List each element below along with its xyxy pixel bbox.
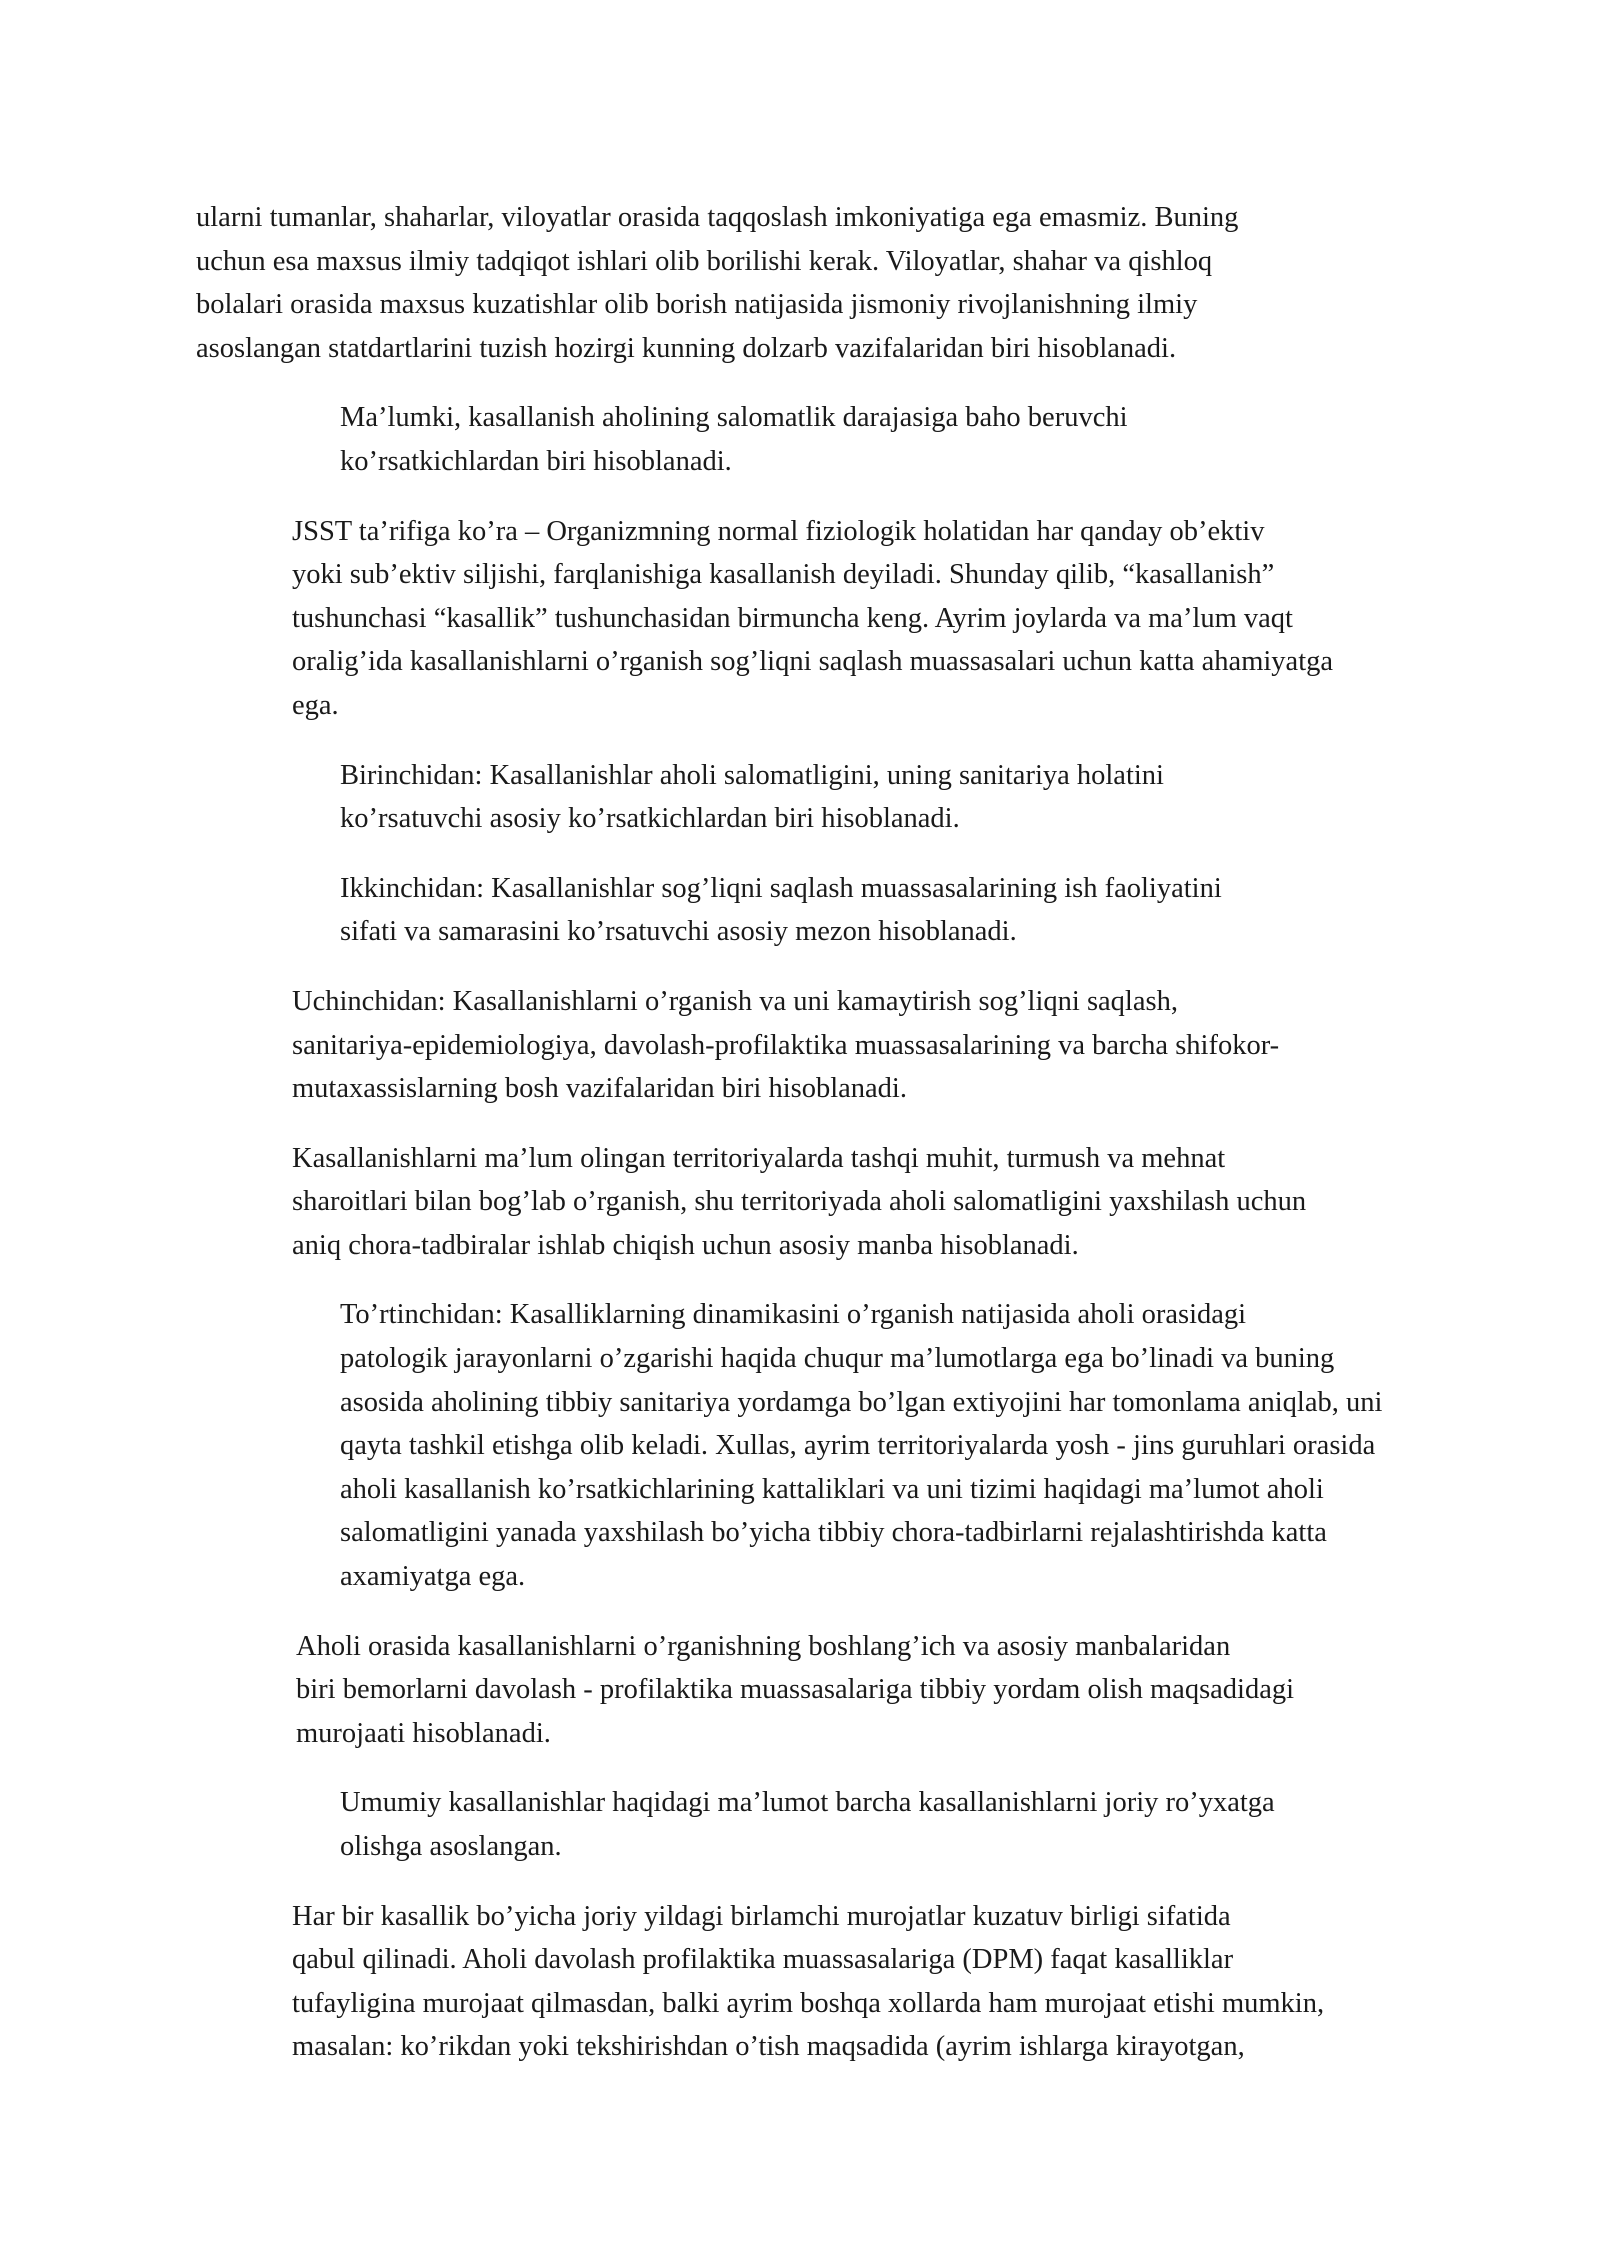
- paragraph-line: tushunchasi “kasallik” tushunchasidan birmuncha keng. Ayrim joylarda va ma’lum vaqt: [292, 602, 1293, 634]
- paragraph: [196, 754, 1414, 841]
- paragraph-line: aniq chora-tadbiralar ishlab chiqish uchun asosiy manba hisoblanadi.: [292, 1229, 1079, 1261]
- paragraph-line: JSST ta’rifiga ko’ra – Organizmning normal fiziologik holatidan har qanday ob’ektiv: [292, 515, 1265, 547]
- paragraph: [196, 196, 1414, 370]
- paragraph: [196, 1895, 1414, 2069]
- paragraph-line: salomatligini yanada yaxshilash bo’yicha tibbiy chora-tadbirlarni rejalashtirishda katta: [340, 1517, 1327, 1549]
- paragraph-line: Birinchidan: Kasallanishlar aholi salomatligini, uning sanitariya holatini: [340, 759, 1164, 791]
- paragraph-line: Umumiy kasallanishlar haqidagi ma’lumot barcha kasallanishlarni joriy ro’yxatga: [340, 1787, 1275, 1819]
- paragraph: [196, 1625, 1414, 1756]
- paragraph-line: qayta tashkil etishga olib keladi. Xullas, ayrim territoriyalarda yosh - jins guruhlari orasida: [340, 1430, 1376, 1462]
- paragraph-line: asosida aholining tibbiy sanitariya yordamga bo’lgan extiyojini har tomonlama aniqlab, uni: [340, 1386, 1383, 1418]
- paragraph-line: asoslangan statdartlarini tuzish hozirgi kunning dolzarb vazifalaridan biri hisoblanadi.: [196, 332, 1177, 364]
- paragraph-line: olishga asoslangan.: [340, 1831, 562, 1862]
- paragraph-line: Uchinchidan: Kasallanishlarni o’rganish va uni kamaytirish sog’liqni saqlash,: [292, 985, 1178, 1017]
- paragraph-line: aholi kasallanish ko’rsatkichlarining kattaliklari va uni tizimi haqidagi ma’lumot aholi: [340, 1473, 1324, 1505]
- paragraph-line: qabul qilinadi. Aholi davolash profilaktika muassasalariga (DPM) faqat kasalliklar: [292, 1944, 1234, 1976]
- document-body: [196, 196, 1414, 2095]
- paragraph-line: tufayligina murojaat qilmasdan, balki ayrim boshqa xollarda ham murojaat etishi mumkin,: [292, 1987, 1325, 2019]
- paragraph: [196, 1137, 1414, 1268]
- paragraph: [196, 980, 1414, 1111]
- paragraph-line: axamiyatga ega.: [340, 1561, 526, 1593]
- paragraph-line: Har bir kasallik bo’yicha joriy yildagi birlamchi murojatlar kuzatuv birligi sifatida: [292, 1900, 1231, 1932]
- paragraph-line: murojaati hisoblanadi.: [296, 1717, 551, 1749]
- paragraph-line: patologik jarayonlarni o’zgarishi haqida chuqur ma’lumotlarga ega bo’linadi va buning: [340, 1343, 1335, 1375]
- paragraph-line: Ma’lumki, kasallanish aholining salomatlik darajasiga baho beruvchi: [340, 402, 1128, 434]
- paragraph-line: Ikkinchidan: Kasallanishlar sog’liqni saqlash muassasalarining ish faoliyatini: [340, 872, 1222, 904]
- paragraph-line: ega.: [292, 689, 339, 721]
- paragraph-line: masalan: ko’rikdan yoki tekshirishdan o’tish maqsadida (ayrim ishlarga kirayotgan,: [292, 2031, 1245, 2063]
- paragraph: [196, 396, 1414, 483]
- paragraph-line: sharoitlari bilan bog’lab o’rganish, shu territoriyada aholi salomatligini yaxshilash uchun: [292, 1186, 1307, 1218]
- paragraph-line: uchun esa maxsus ilmiy tadqiqot ishlari olib borilishi kerak. Viloyatlar, shahar va qishloq: [196, 245, 1213, 277]
- paragraph-line: yoki sub’ektiv siljishi, farqlanishiga kasallanish deyiladi. Shunday qilib, “kasallanish”: [292, 559, 1275, 591]
- paragraph-line: Aholi orasida kasallanishlarni o’rganishning boshlang’ich va asosiy manbalaridan: [296, 1630, 1231, 1662]
- paragraph: [196, 510, 1414, 728]
- paragraph-line: To’rtinchidan: Kasalliklarning dinamikasini o’rganish natijasida aholi orasidagi: [340, 1299, 1247, 1331]
- paragraph: [196, 1293, 1414, 1598]
- paragraph: [196, 1781, 1414, 1868]
- paragraph: [196, 867, 1414, 954]
- paragraph-line: biri bemorlarni davolash - profilaktika muassasalariga tibbiy yordam olish maqsadidagi: [296, 1674, 1295, 1706]
- paragraph-line: ularni tumanlar, shaharlar, viloyatlar orasida taqqoslash imkoniyatiga ega emasmiz. Buning: [196, 202, 1239, 233]
- paragraph-line: oralig’ida kasallanishlarni o’rganish sog’liqni saqlash muassasalari uchun katta ahamiyatga: [292, 646, 1334, 678]
- paragraph-line: ko’rsatkichlardan biri hisoblanadi.: [340, 445, 732, 477]
- paragraph-line: sanitariya-epidemiologiya, davolash-profilaktika muassasalarining va barcha shifokor-: [292, 1029, 1280, 1061]
- paragraph-line: sifati va samarasini ko’rsatuvchi asosiy mezon hisoblanadi.: [340, 916, 1017, 948]
- paragraph-line: Kasallanishlarni ma’lum olingan territoriyalarda tashqi muhit, turmush va mehnat: [292, 1142, 1226, 1174]
- paragraph-line: bolalari orasida maxsus kuzatishlar olib borish natijasida jismoniy rivojlanishning ilmiy: [196, 289, 1198, 321]
- paragraph-line: mutaxassislarning bosh vazifalaridan biri hisoblanadi.: [292, 1073, 907, 1105]
- paragraph-line: ko’rsatuvchi asosiy ko’rsatkichlardan biri hisoblanadi.: [340, 803, 960, 835]
